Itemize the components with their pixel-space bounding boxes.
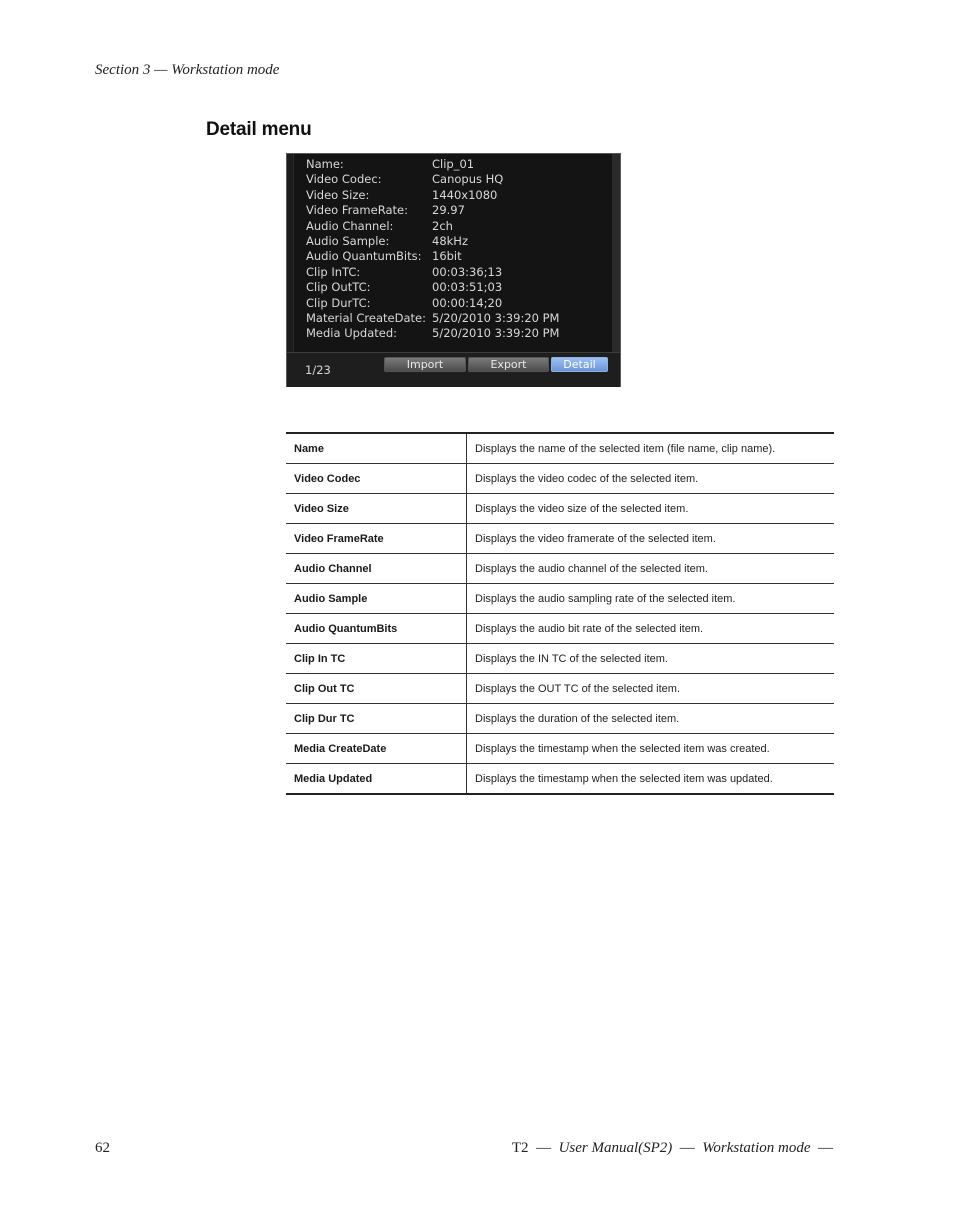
info-value: 5/20/2010 3:39:20 PM <box>432 326 560 341</box>
info-value: 48kHz <box>432 234 468 248</box>
field-term: Video Codec <box>286 464 467 494</box>
info-row-audio-quantumbits <box>306 249 606 264</box>
info-value: Canopus HQ <box>432 172 504 187</box>
info-value: Clip_01 <box>432 157 475 171</box>
field-term: Audio QuantumBits <box>286 614 467 644</box>
field-term: Audio Channel <box>286 554 467 584</box>
table-row <box>286 524 834 554</box>
info-row-clip-intc <box>306 265 606 280</box>
field-description: Displays the video framerate of the selected item. <box>467 524 835 554</box>
info-label: Clip OutTC: <box>306 280 371 295</box>
field-term: Clip In TC <box>286 644 467 674</box>
page-number: 62 <box>95 1140 110 1156</box>
table-row <box>286 554 834 584</box>
detail-menu-screenshot <box>286 153 621 387</box>
field-description: Displays the IN TC of the selected item. <box>467 644 835 674</box>
running-footer <box>512 1140 833 1157</box>
info-row-video-codec <box>306 172 606 187</box>
table-row <box>286 584 834 614</box>
panel-footer <box>287 352 620 387</box>
footer-chapter: Workstation mode <box>702 1140 811 1156</box>
info-row-video-size <box>306 188 606 203</box>
info-row-material-createdate <box>306 311 606 326</box>
info-value: 00:03:36;13 <box>432 264 503 279</box>
field-term: Audio Sample <box>286 584 467 614</box>
field-term: Clip Dur TC <box>286 704 467 734</box>
field-description: Displays the timestamp when the selected item was updated. <box>475 772 773 785</box>
table-row <box>286 704 834 734</box>
info-value: 16bit <box>432 249 462 264</box>
info-row-media-updated <box>306 326 606 341</box>
info-value: 1440x1080 <box>432 187 498 202</box>
field-description: Displays the audio bit rate of the selected item. <box>467 614 835 644</box>
field-term: Clip Out TC <box>286 674 467 704</box>
info-label: Audio Channel: <box>306 218 394 233</box>
field-description: Displays the audio sampling rate of the selected item. <box>467 584 835 614</box>
footer-product: T2 <box>511 1140 529 1156</box>
info-label: Media Updated: <box>306 326 398 341</box>
footer-separator: — <box>532 1140 555 1156</box>
field-description: Displays the video size of the selected item. <box>467 494 835 524</box>
info-value: 2ch <box>432 218 453 233</box>
running-header: Section 3 — Workstation mode <box>95 62 280 78</box>
info-row-audio-sample <box>306 234 606 249</box>
table-row <box>286 464 834 494</box>
import-button[interactable]: Import <box>384 357 466 372</box>
footer-separator: — <box>676 1140 699 1156</box>
table-row <box>286 614 834 644</box>
field-description: Displays the audio channel of the selected item. <box>467 554 835 584</box>
field-description: Displays the OUT TC of the selected item. <box>467 674 835 704</box>
table-row <box>286 764 834 795</box>
field-description: Displays the timestamp when the selected item was created. <box>467 734 835 764</box>
info-label: Audio QuantumBits: <box>306 249 422 264</box>
detail-info-panel <box>293 154 614 352</box>
field-term: Video Size <box>286 494 467 524</box>
page-counter: 1/23 <box>305 363 331 377</box>
detail-fields-table <box>286 432 834 795</box>
info-row-video-framerate <box>306 203 606 218</box>
info-label: Clip DurTC: <box>306 295 371 310</box>
field-description: Displays the name of the selected item (file name, clip name). <box>467 433 835 464</box>
info-label: Audio Sample: <box>306 234 390 248</box>
footer-manual: User Manual(SP2) <box>558 1140 673 1156</box>
export-button[interactable]: Export <box>468 357 549 372</box>
info-value: 00:03:51;03 <box>432 280 503 295</box>
info-row-name <box>306 157 606 172</box>
info-label: Video Codec: <box>306 172 382 187</box>
info-row-clip-outtc <box>306 280 606 295</box>
table-row <box>286 734 834 764</box>
info-row-clip-durtc <box>306 296 606 311</box>
table-row <box>286 494 834 524</box>
info-value: 00:00:14;20 <box>432 295 503 310</box>
info-value: 5/20/2010 3:39:20 PM <box>432 311 560 325</box>
info-label: Video Size: <box>306 187 370 202</box>
field-description: Displays the duration of the selected item. <box>467 704 835 734</box>
field-term: Media Updated <box>286 764 467 795</box>
info-label: Clip InTC: <box>306 264 361 279</box>
table-row <box>286 433 834 464</box>
info-value: 29.97 <box>432 203 465 218</box>
field-description: Displays the video codec of the selected item. <box>467 464 835 494</box>
info-label: Name: <box>306 157 344 171</box>
footer-separator: — <box>814 1140 833 1156</box>
field-term: Name <box>286 433 467 464</box>
table-row <box>286 644 834 674</box>
detail-button[interactable]: Detail <box>551 357 608 372</box>
info-label: Material CreateDate: <box>306 311 426 325</box>
table-row <box>286 674 834 704</box>
field-term: Video FrameRate <box>286 524 467 554</box>
info-label: Video FrameRate: <box>306 203 408 218</box>
field-term: Media CreateDate <box>286 734 467 764</box>
info-row-audio-channel <box>306 219 606 234</box>
section-title: Detail menu <box>206 119 312 140</box>
